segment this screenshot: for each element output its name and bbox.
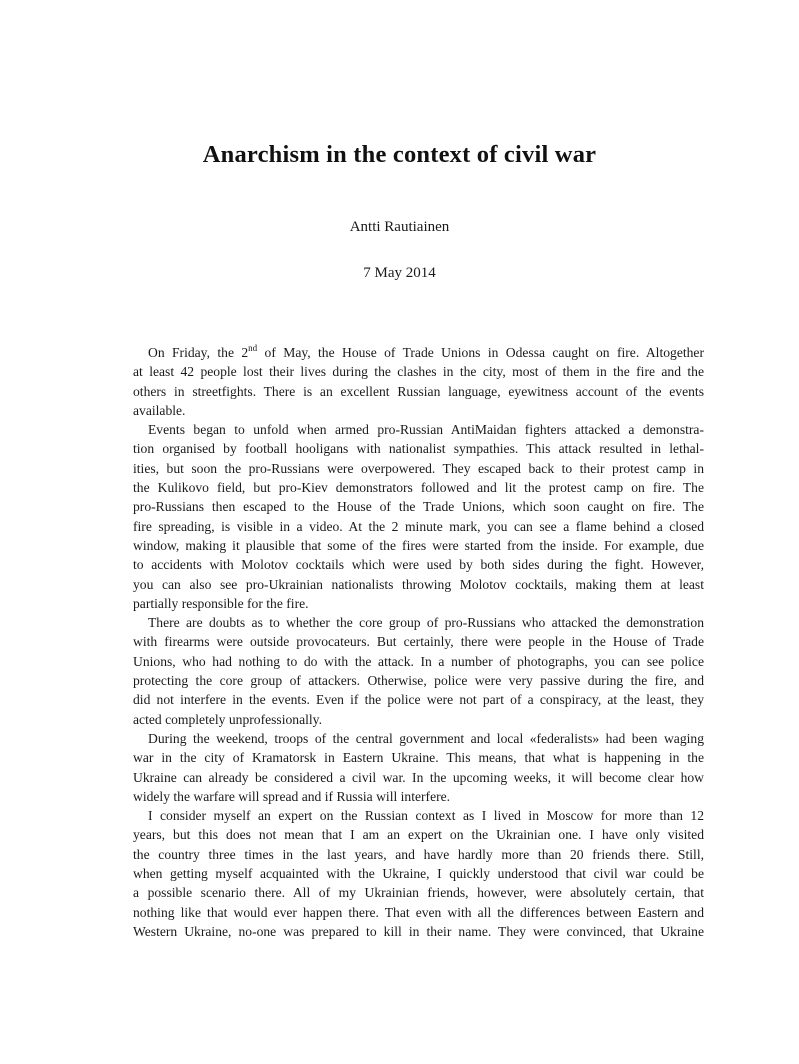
text-line: the Kulikovo field, but pro-Kiev demonstrators followed and lit the protest camp on fire. The: [133, 480, 704, 496]
superscript-ordinal: nd: [248, 343, 258, 353]
text-line: did not interfere in the events. Even if the police were not part of a conspiracy, at the least, they: [133, 692, 704, 708]
document-date: 7 May 2014: [363, 265, 436, 281]
text-line: widely the warfare will spread and if Russia will interfere.: [133, 788, 451, 804]
text-line: fire spreading, is visible in a video. At the 2 minute mark, you can see a flame behind a closed: [133, 518, 704, 534]
text-line: protecting the core group of attackers. Otherwise, police were very passive during the fire, and: [133, 673, 704, 689]
text-line: Unions, who had nothing to do with the attack. In a number of photographs, you can see police: [133, 653, 704, 669]
text-line: During the weekend, troops of the central government and local «federalists» had been waging: [148, 730, 704, 746]
text-line: ities, but soon the pro-Russians were overpowered. They escaped back to their protest camp in: [133, 460, 704, 476]
text-line: I consider myself an expert on the Russian context as I lived in Moscow for more than 12: [148, 808, 704, 824]
text-line: Ukraine can already be considered a civil war. In the upcoming weeks, it will become clear how: [133, 769, 704, 785]
text-line: you can also see pro-Ukrainian nationalists throwing Molotov cocktails, making them at least: [133, 576, 704, 592]
text-line: Events began to unfold when armed pro-Russian AntiMaidan fighters attacked a demonstra-: [148, 422, 704, 438]
text-line: [133, 343, 704, 362]
text-line: with firearms were outside provocateurs. But certainly, there were people in the House of Trade: [133, 634, 704, 650]
text-line: There are doubts as to whether the core group of pro-Russians who attacked the demonstration: [148, 615, 704, 631]
text-line: window, making it plausible that some of the fires were started from the inside. For example, due: [133, 537, 704, 553]
text-line: others in streetfights. There is an excellent Russian language, eyewitness account of the events: [133, 383, 704, 399]
text-line: a possible scenario there. All of my Ukrainian friends, however, were absolutely certain, that: [133, 885, 704, 901]
document-body: [133, 343, 704, 941]
text-fragment: On Friday, the 2: [148, 345, 249, 360]
text-line: partially responsible for the fire.: [133, 595, 309, 611]
text-line: Western Ukraine, no-one was prepared to kill in their name. They were convinced, that Ukraine: [133, 923, 704, 939]
text-fragment: of May, the House of Trade Unions in Odessa caught on fire. Altogether: [257, 345, 704, 360]
text-line: acted completely unprofessionally.: [133, 711, 322, 727]
document-author: Antti Rautiainen: [349, 219, 450, 235]
text-line: tion organised by football hooligans with nationalist sympathies. This attack resulted in lethal-: [133, 441, 704, 457]
paragraph-5: [133, 806, 704, 941]
text-line: when getting myself acquainted with the Ukraine, I quickly understood that civil war could be: [133, 866, 704, 882]
paragraph-3: [133, 613, 704, 729]
text-line: at least 42 people lost their lives during the clashes in the city, most of them in the fire and the: [133, 364, 704, 380]
text-line: available.: [133, 402, 186, 418]
paragraph-4: [133, 729, 704, 806]
text-line: nothing like that would ever happen there. That even with all the differences between Eastern and: [133, 904, 704, 920]
text-line: years, but this does not mean that I am an expert on the Ukrainian one. I have only visited: [133, 827, 704, 843]
text-line: pro-Russians then escaped to the House of the Trade Unions, which soon caught on fire. The: [133, 499, 704, 515]
document-title: Anarchism in the context of civil war: [202, 141, 597, 168]
paragraph-1: [133, 343, 704, 420]
text-line: war in the city of Kramatorsk in Eastern Ukraine. This means, that what is happening in the: [133, 750, 704, 766]
text-line: to accidents with Molotov cocktails which were used by both sides during the fight. However,: [133, 557, 704, 573]
paragraph-2: [133, 420, 704, 613]
text-line: the country three times in the last years, and have hardly more than 20 friends there. Still,: [133, 846, 704, 862]
